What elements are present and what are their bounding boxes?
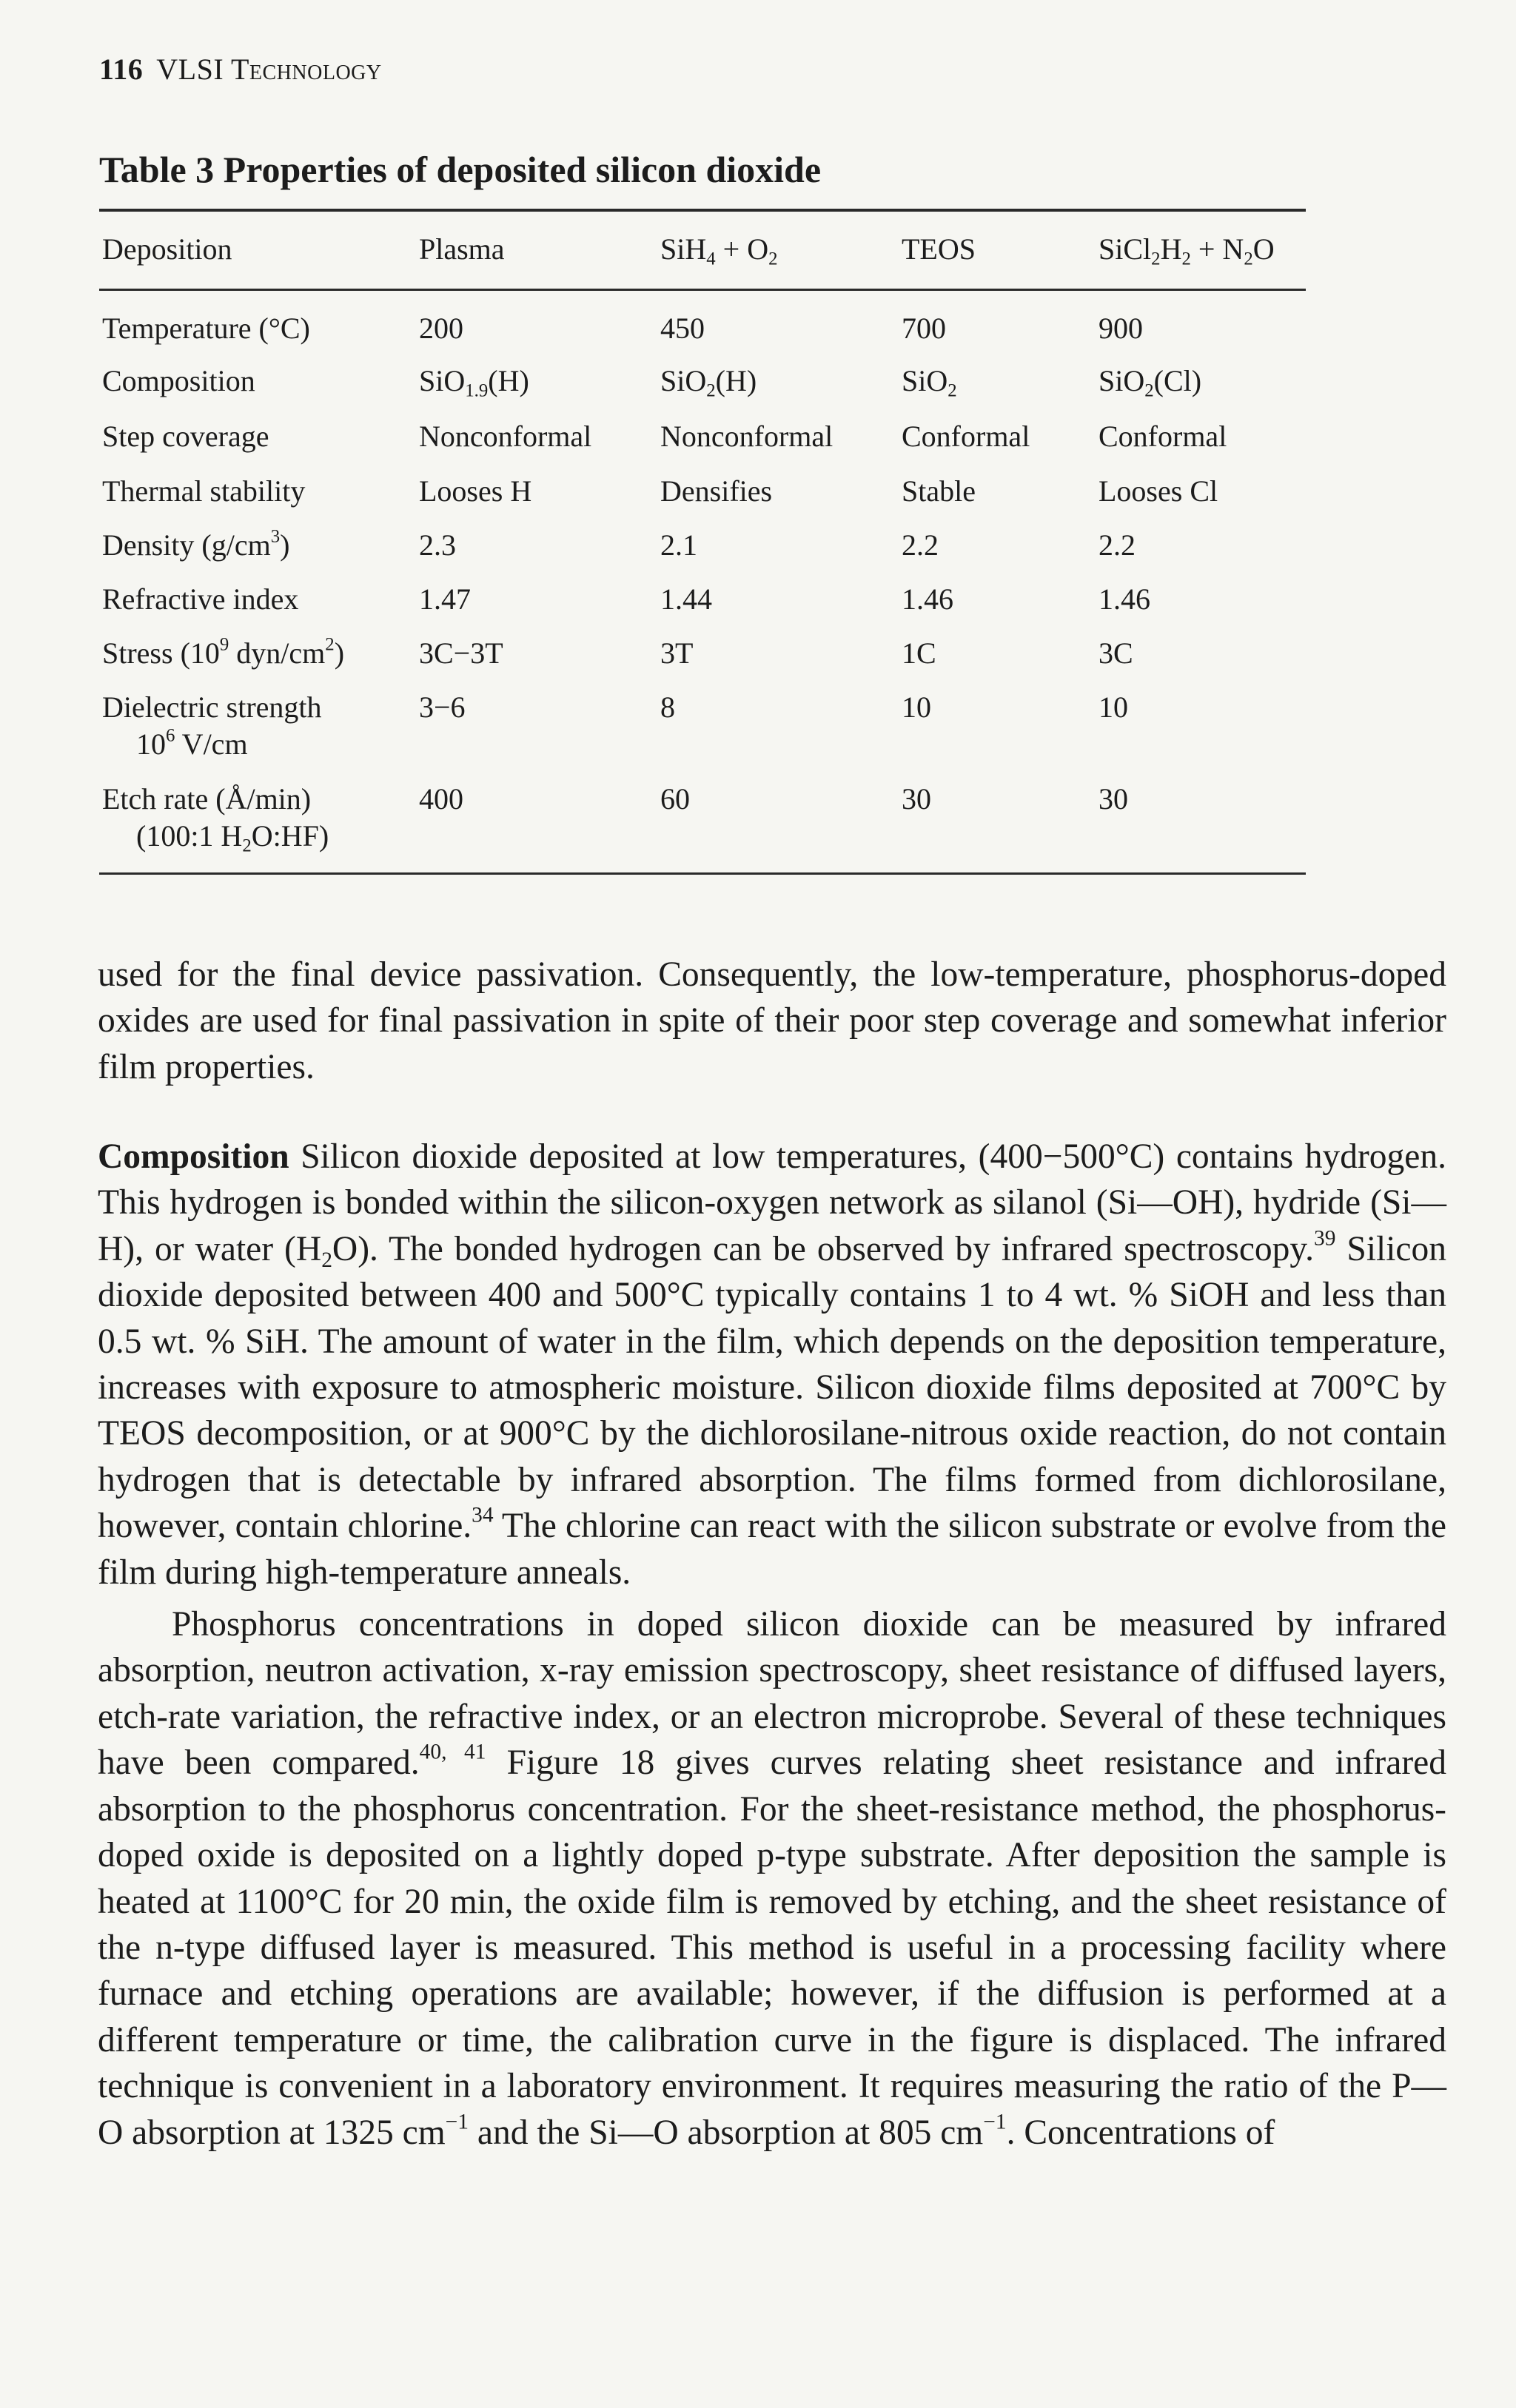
row-label: Step coverage bbox=[102, 420, 269, 453]
table-cell: 200 bbox=[419, 312, 463, 345]
table-cell: Looses Cl bbox=[1099, 474, 1218, 508]
row-label: Thermal stability bbox=[102, 474, 306, 508]
page-number: 116 bbox=[99, 53, 144, 86]
body-text-continuation bbox=[98, 952, 1446, 1090]
running-head bbox=[99, 52, 382, 87]
table-cell: 2.2 bbox=[902, 528, 939, 562]
table-cell: 2.3 bbox=[419, 528, 456, 562]
header-cell: $SiH_4 + O_2$ bbox=[660, 232, 778, 269]
row-label: Density $(g/cm^3)$ bbox=[102, 526, 290, 562]
table-cell: 3T bbox=[660, 636, 694, 670]
table-row bbox=[99, 527, 1306, 581]
table-cell: 900 bbox=[1099, 312, 1143, 345]
table-cell: 450 bbox=[660, 312, 705, 345]
header-cell: Deposition bbox=[102, 232, 232, 266]
table-cell: Nonconformal bbox=[660, 420, 834, 453]
paragraph: used for the final device passivation. Consequently, the low-temperature, phosphorus-doped oxides are used for final passivation in spite of their poor step coverage and somewhat inferior film properties. bbox=[98, 955, 1446, 1086]
table-row bbox=[99, 581, 1306, 635]
row-label: Refractive index bbox=[102, 582, 299, 616]
row-label-line2: $10^6$ V/cm bbox=[136, 725, 248, 761]
row-label: Stress ($10^9$ dyn/$cm^2$) bbox=[102, 634, 345, 670]
table-cell: 1C bbox=[902, 636, 936, 670]
table-row bbox=[99, 473, 1306, 527]
table-cell: Conformal bbox=[1099, 420, 1227, 453]
row-label: Temperature (°C) bbox=[102, 312, 310, 345]
table-cell: SiO$_2$ bbox=[902, 364, 957, 401]
table-row bbox=[99, 781, 1306, 872]
table-cell: 60 bbox=[660, 782, 690, 815]
row-label bbox=[102, 689, 322, 763]
table-row bbox=[99, 418, 1306, 473]
table-cell: 700 bbox=[902, 312, 946, 345]
paragraph-phosphorus: Phosphorus concentrations in doped silicon dioxide can be measured by infrared absorption, neutron activation, x-ray emission spectroscopy, sheet resistance of diffused layers, etch-rate variation, the refractive index, or an electron microprobe. Several of these techniques have been compared.$^{40, 41}$ Figure 18 gives curves relating sheet resistance and infrared absorption to the phosphorus concentration. For the sheet-resistance method, the phosphorus-doped oxide is deposited on a lightly doped p-type substrate. After deposition the sample is heated at 1100°C for 20 min, the oxide film is removed by etching, and the sheet resistance of the n-type diffused layer is measured. This method is useful in a processing facility where furnace and etching operations are available; however, if the diffusion is performed at a different temperature or time, the calibration curve in the figure is displaced. The infrared technique is convenient in a laboratory environment. It requires measuring the ratio of the P—O absorption at 1325 $cm^{-1}$ and the Si—O absorption at 805 $cm^{-1}$. Concentrations of bbox=[98, 1605, 1446, 2152]
row-label bbox=[102, 781, 329, 855]
table-header-rule bbox=[99, 289, 1306, 291]
table-row bbox=[99, 635, 1306, 689]
table-row bbox=[99, 363, 1306, 418]
table-cell: 1.46 bbox=[902, 582, 953, 616]
table-cell: 1.46 bbox=[1099, 582, 1150, 616]
table-cell: Stable bbox=[902, 474, 976, 508]
table-bottom-rule bbox=[99, 872, 1306, 875]
table-cell: 8 bbox=[660, 690, 675, 724]
header-cell: Plasma bbox=[419, 232, 505, 266]
table-cell: 400 bbox=[419, 782, 463, 815]
table-cell: 30 bbox=[1099, 782, 1128, 815]
row-label: Composition bbox=[102, 364, 255, 397]
book-title: VLSI Technology bbox=[156, 53, 382, 86]
table-cell: Densifies bbox=[660, 474, 773, 508]
table-cell: 30 bbox=[902, 782, 931, 815]
table-cell: SiO$_{1.9}$(H) bbox=[419, 364, 529, 401]
table-cell: 2.2 bbox=[1099, 528, 1136, 562]
row-label-line2: (100:1 $H_2O:HF$) bbox=[136, 819, 329, 856]
body-text-main bbox=[98, 1134, 1446, 2156]
header-cell: $SiCl_2H_2 + N_2O$ bbox=[1099, 232, 1275, 269]
properties-table bbox=[99, 209, 1306, 875]
table-cell: 2.1 bbox=[660, 528, 697, 562]
header-cell: TEOS bbox=[902, 232, 976, 266]
table-cell: Looses H bbox=[419, 474, 532, 508]
table-row bbox=[99, 689, 1306, 781]
table-cell: SiO$_2$(Cl) bbox=[1099, 364, 1202, 401]
table-cell: 3C−3T bbox=[419, 636, 503, 670]
section-heading: Composition bbox=[98, 1137, 289, 1176]
table-title: Table 3 Properties of deposited silicon dioxide bbox=[99, 149, 822, 190]
table-row bbox=[99, 310, 1306, 363]
table-cell: Conformal bbox=[902, 420, 1030, 453]
table-cell: 10 bbox=[902, 690, 931, 724]
table-cell: 1.47 bbox=[419, 582, 471, 616]
table-cell: 3−6 bbox=[419, 690, 466, 724]
paragraph-composition: Composition Silicon dioxide deposited at low temperatures, (400−500°C) contains hydrogen. This hydrogen is bonded within the silicon-oxygen network as silanol (Si—OH), hydride (Si—H), or water $(H_2O)$. The bonded hydrogen can be observed by infrared spectroscopy.$^{39}$ Silicon dioxide deposited between 400 and 500°C typically contains 1 to 4 wt. % SiOH and less than 0.5 wt. % SiH. The amount of water in the film, which depends on the deposition temperature, increases with exposure to atmospheric moisture. Silicon dioxide films deposited at 700°C by TEOS decomposition, or at 900°C by the dichlorosilane-nitrous oxide reaction, do not contain hydrogen that is detectable by infrared absorption. The films formed from dichlorosilane, however, contain chlorine.$^{34}$ The chlorine can react with the silicon substrate or evolve from the film during high-temperature anneals. bbox=[98, 1137, 1447, 1592]
row-label-line1: Dielectric strength bbox=[102, 690, 322, 724]
table-cell: SiO$_2$(H) bbox=[660, 364, 757, 401]
table-cell: 1.44 bbox=[660, 582, 712, 616]
table-cell: Nonconformal bbox=[419, 420, 592, 453]
table-cell: 10 bbox=[1099, 690, 1128, 724]
table-cell: 3C bbox=[1099, 636, 1133, 670]
table-header-row bbox=[99, 212, 1306, 289]
row-label-line1: Etch rate (Å/min) bbox=[102, 782, 312, 815]
